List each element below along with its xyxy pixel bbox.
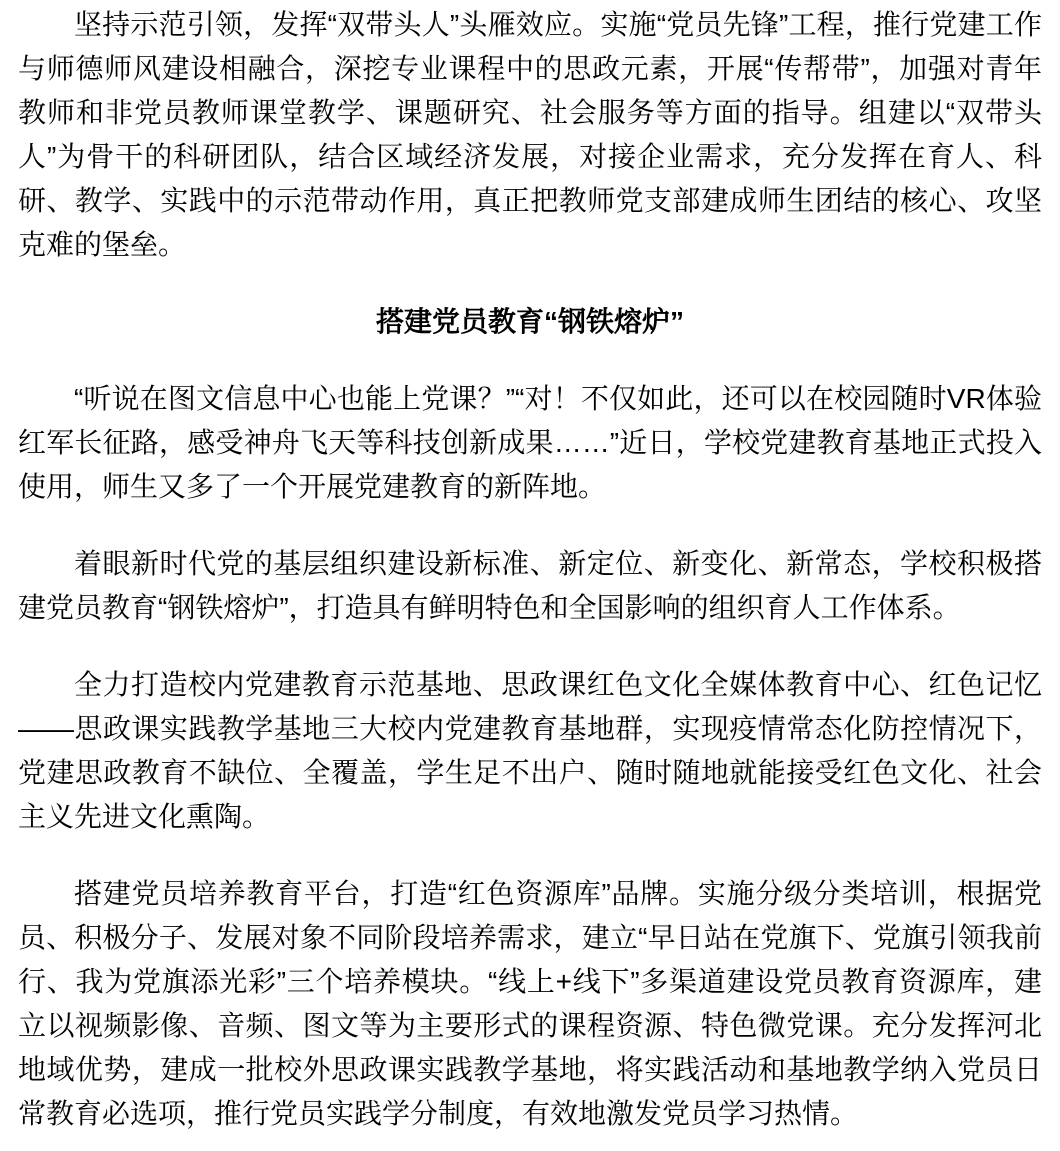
body-paragraph: 搭建党员培养教育平台，打造“红色资源库”品牌。实施分级分类培训，根据党员、积极分子、发展对象不同阶段培养需求，建立“早日站在党旗下、党旗引领我前行、我为党旗添光彩”三个培养模块。“线上+线下”多渠道建设党员教育资源库，建立以视频影像、音频、图文等为主要形式的课程资源、特色微党课。充分发挥河北地域优势，建成一批校外思政课实践教学基地，将实践活动和基地教学纳入党员日常教育必选项，推行党员实践学分制度，有效地激发党员学习热情。 xyxy=(18,878,1042,1129)
body-paragraph: 全力打造校内党建教育示范基地、思政课红色文化全媒体教育中心、红色记忆——思政课实践教学基地三大校内党建教育基地群，实现疫情常态化防控情况下，党建思政教育不缺位、全覆盖，学生足不出户、随时随地就能接受红色文化、社会主义先进文化熏陶。 xyxy=(18,669,1042,832)
body-paragraph: 坚持示范引领，发挥“双带头人”头雁效应。实施“党员先锋”工程，推行党建工作与师德师风建设相融合，深挖专业课程中的思政元素，开展“传帮带”，加强对青年教师和非党员教师课堂教学、课题研究、社会服务等方面的指导。组建以“双带头人”为骨干的科研团队，结合区域经济发展，对接企业需求，充分发挥在育人、科研、教学、实践中的示范带动作用，真正把教师党支部建成师生团结的核心、攻坚克难的堡垒。 xyxy=(18,9,1042,260)
section-heading: 搭建党员教育“钢铁熔炉” xyxy=(375,306,684,337)
body-paragraph: 着眼新时代党的基层组织建设新标准、新定位、新变化、新常态，学校积极搭建党员教育“钢铁熔炉”，打造具有鲜明特色和全国影响的组织育人工作体系。 xyxy=(18,548,1042,623)
body-paragraph: “听说在图文信息中心也能上党课？”“对！不仅如此，还可以在校园随时VR体验红军长征路，感受神舟飞天等科技创新成果……”近日，学校党建教育基地正式投入使用，师生又多了一个开展党建教育的新阵地。 xyxy=(18,383,1042,502)
